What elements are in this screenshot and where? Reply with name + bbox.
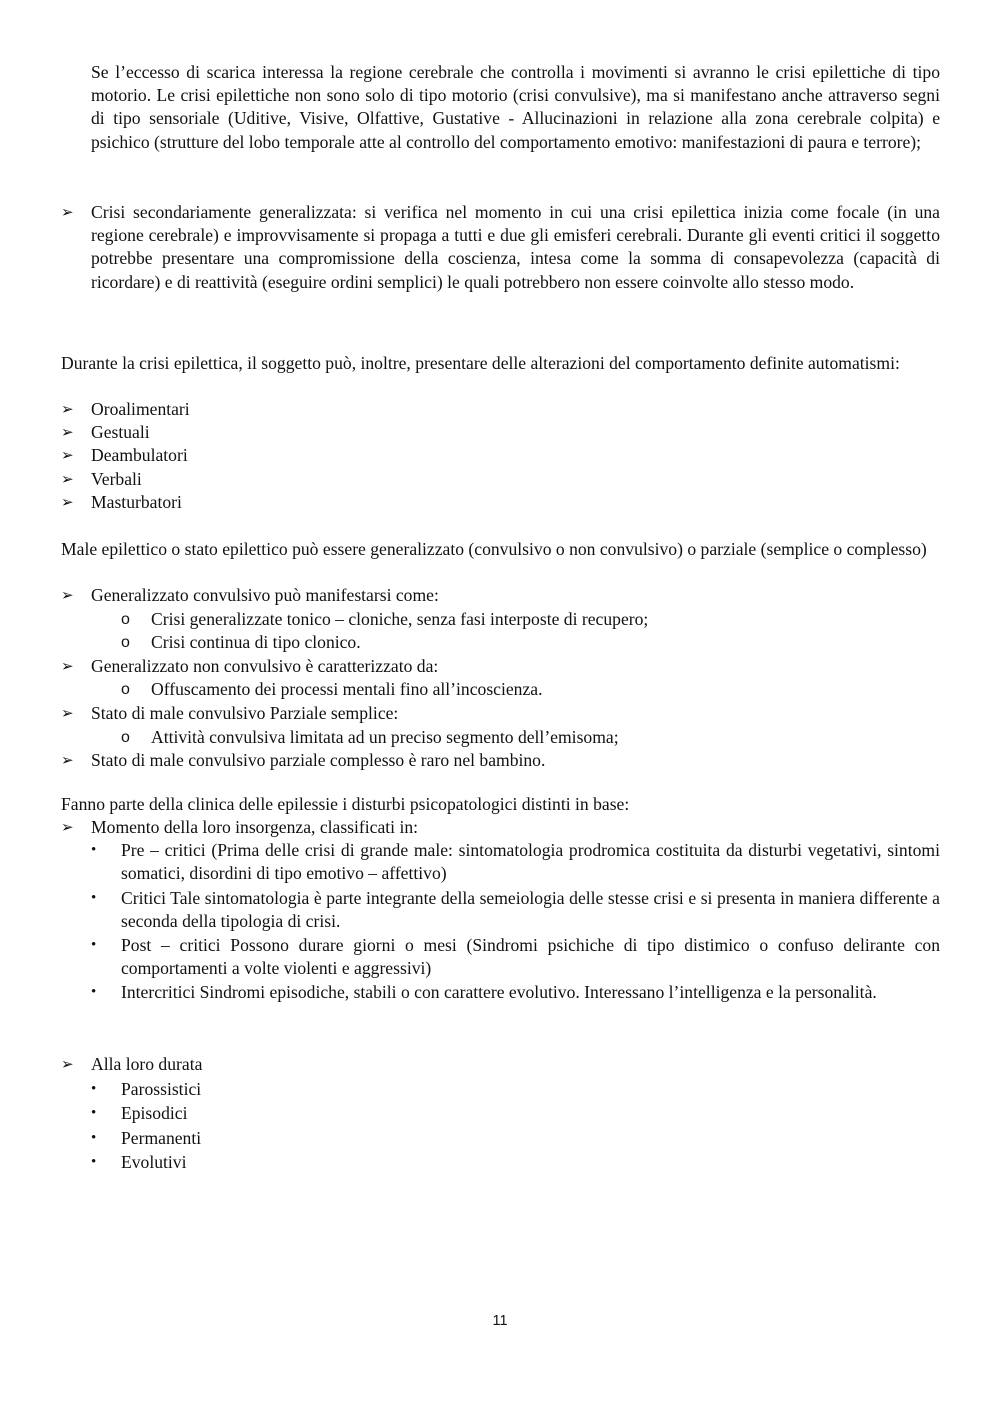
sub-item-text: Pre – critici (Prima delle crisi di grande male: sintomatologia prodromica costituita da disturbi vegetativi, sintomi somatici, disordini di tipo emotivo – affettivo) — [121, 840, 940, 884]
automatismi-intro — [61, 352, 940, 375]
list-item-text: Oroalimentari — [91, 399, 190, 419]
dot-bullet-icon: • — [91, 889, 97, 906]
secondary-generalized-item — [61, 201, 940, 294]
circle-bullet-icon: o — [121, 634, 130, 652]
sub-item-text: Crisi generalizzate tonico – cloniche, senza fasi interposte di recupero; — [151, 608, 649, 629]
arrow-bullet-icon: ➢ — [61, 492, 74, 511]
sub-item-text: Post – critici Possono durare giorni o mesi (Sindromi psichiche di tipo distimico o confuso delirante con comportamenti a volte violenti e aggressivi) — [121, 935, 940, 979]
paragraph-text: Durante la crisi epilettica, il soggetto può, inoltre, presentare delle alterazioni del comportamento definite automatismi: — [61, 353, 900, 373]
dot-bullet-icon: • — [91, 984, 97, 1001]
circle-bullet-icon: o — [121, 728, 130, 746]
sub-list-item — [61, 608, 940, 631]
arrow-bullet-icon: ➢ — [61, 751, 74, 770]
automatismi-list — [61, 398, 940, 514]
momento-list — [61, 816, 940, 1005]
arrow-bullet-icon: ➢ — [61, 586, 74, 604]
male-epilettico-list — [61, 584, 940, 772]
list-item — [61, 749, 940, 772]
list-item-text: Masturbatori — [91, 491, 182, 512]
arrow-bullet-icon: ➢ — [61, 703, 74, 722]
arrow-bullet-icon: ➢ — [61, 423, 74, 442]
sub-list-item — [61, 839, 940, 885]
sub-list-item — [61, 1102, 940, 1125]
sub-item-text: Offuscamento dei processi mentali fino all’incoscienza. — [151, 679, 543, 700]
sub-item-text: Evolutivi — [121, 1152, 187, 1173]
sub-item-text: Episodici — [121, 1103, 188, 1124]
sub-item-text: Critici Tale sintomatologia è parte integrante della semeiologia delle stesse crisi e si presenta in maniera differente a seconda della tipologia di crisi. — [121, 887, 940, 931]
dot-bullet-icon: • — [91, 1080, 97, 1097]
dot-bullet-icon: • — [91, 1105, 97, 1122]
sub-list-item — [61, 981, 940, 1004]
list-item-text: Deambulatori — [91, 445, 188, 466]
list-item-text: Gestuali — [91, 422, 150, 443]
dot-bullet-icon: • — [91, 1129, 97, 1146]
sub-list-item — [61, 1127, 940, 1150]
circle-bullet-icon: o — [121, 610, 130, 628]
list-item — [61, 398, 940, 421]
list-item-text: Crisi secondariamente generalizzata: si verifica nel momento in cui una crisi epilettica inizia come focale (in una regione cerebrale) e improvvisamente si propaga a tutti e due gli emisferi cerebrali. Durante gli eventi critici il soggetto potrebbe presentare una compromissione della coscienza, intesa come la somma di consapevolezza (capacità di ricordare) e di reattività (eseguire ordini semplici) le quali potrebbero non essere coinvolte allo stesso modo. — [91, 202, 940, 292]
paragraph-motor-crisis — [61, 61, 940, 154]
sub-list-item — [61, 1078, 940, 1101]
list-item — [61, 444, 940, 467]
sub-list-item — [61, 726, 940, 749]
arrow-bullet-icon: ➢ — [61, 469, 74, 488]
list-item — [61, 702, 940, 725]
list-item-text: Stato di male convulsivo Parziale semplice: — [91, 702, 399, 723]
arrow-bullet-icon: ➢ — [61, 1055, 74, 1073]
sub-list-item — [61, 678, 940, 701]
male-epilettico-intro — [61, 538, 940, 561]
list-item-text: Verbali — [91, 468, 142, 489]
clinica-intro — [61, 793, 940, 816]
paragraph-text: Male epilettico o stato epilettico può essere generalizzato (convulsivo o non convulsivo) o parziale (semplice o complesso) — [61, 539, 927, 559]
arrow-bullet-icon: ➢ — [61, 400, 74, 418]
paragraph-text: Se l’eccesso di scarica interessa la regione cerebrale che controlla i movimenti si avranno le crisi epilettiche di tipo motorio. Le crisi epilettiche non sono solo di tipo motorio (crisi convulsive), ma si manifestano anche attraverso segni di tipo sensoriale (Uditive, Visive, Olfattive, Gustative - Allucinazioni in relazione alla zona cerebrale colpita) e psichico (strutture del lobo temporale atte al controllo del comportamento emotivo: manifestazioni di paura e terrore); — [91, 62, 940, 152]
sub-list-item — [61, 934, 940, 980]
list-item — [61, 421, 940, 444]
sub-item-text: Crisi continua di tipo clonico. — [151, 632, 361, 653]
list-item — [61, 1053, 940, 1076]
list-item — [61, 584, 940, 607]
sub-item-text: Attività convulsiva limitata ad un preciso segmento dell’emisoma; — [151, 726, 619, 747]
list-item — [61, 655, 940, 678]
page-number: 11 — [492, 1313, 508, 1329]
list-item-text: Momento della loro insorgenza, classificati in: — [91, 817, 419, 837]
list-item — [61, 468, 940, 491]
arrow-bullet-icon: ➢ — [61, 656, 74, 675]
sub-item-text: Permanenti — [121, 1127, 202, 1148]
list-item-text: Stato di male convulsivo parziale complesso è raro nel bambino. — [91, 750, 546, 771]
durata-list — [61, 1053, 940, 1175]
sub-item-text: Intercritici Sindromi episodiche, stabili o con carattere evolutivo. Interessano l’intelligenza e la personalità. — [121, 982, 877, 1003]
arrow-bullet-icon: ➢ — [61, 818, 74, 836]
arrow-bullet-icon: ➢ — [61, 203, 74, 221]
list-item-text: Generalizzato convulsivo può manifestarsi come: — [91, 585, 439, 605]
sub-list-item — [61, 631, 940, 654]
list-item-text: Generalizzato non convulsivo è caratterizzato da: — [91, 655, 439, 676]
circle-bullet-icon: o — [121, 681, 130, 699]
sub-item-text: Parossistici — [121, 1078, 202, 1099]
list-item — [61, 816, 940, 839]
sub-list-item — [61, 1151, 940, 1174]
list-item-text: Alla loro durata — [91, 1054, 203, 1074]
dot-bullet-icon: • — [91, 842, 97, 859]
dot-bullet-icon: • — [91, 937, 97, 954]
sub-list-item — [61, 887, 940, 933]
paragraph-text: Fanno parte della clinica delle epilessie i disturbi psicopatologici distinti in base: — [61, 794, 630, 814]
arrow-bullet-icon: ➢ — [61, 446, 74, 465]
list-item — [61, 491, 940, 514]
dot-bullet-icon: • — [91, 1154, 97, 1171]
